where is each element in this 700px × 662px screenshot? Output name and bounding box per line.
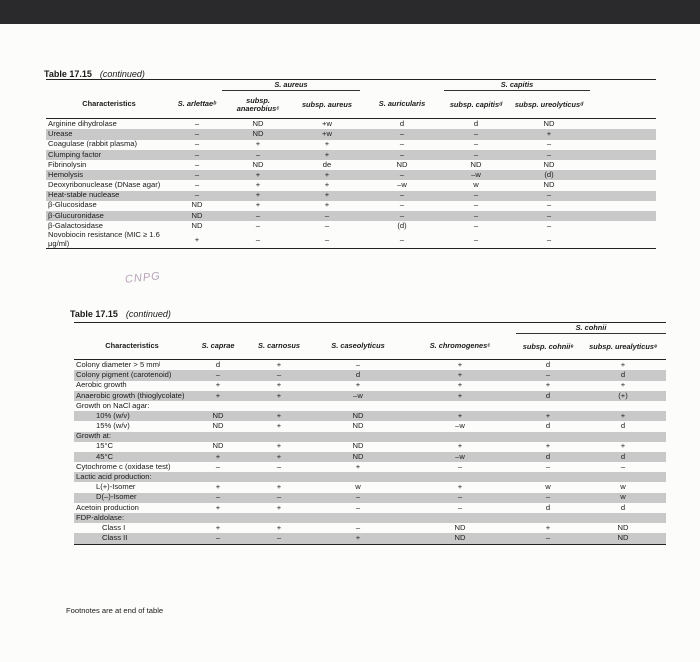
value-cell: – — [246, 533, 312, 544]
table-row — [74, 391, 666, 401]
value-cell: + — [457, 380, 463, 390]
col-header: S. auricularis — [360, 91, 444, 119]
value-cell: + — [215, 502, 221, 512]
value-cell: ND — [191, 200, 203, 210]
value-cell: – — [172, 129, 222, 139]
col-header: subsp. ureolyticusᵈ — [508, 91, 590, 119]
table-row — [46, 180, 656, 190]
table1-title — [44, 69, 145, 79]
col-header: subsp. cohniiᵉ — [516, 334, 580, 360]
characteristic-cell: Coagulase (rabbit plasma) — [48, 139, 138, 149]
value-cell: + — [276, 421, 282, 431]
value-cell: + — [215, 482, 221, 492]
value-cell: – — [360, 211, 444, 221]
value-cell: d — [545, 359, 551, 369]
value-cell — [516, 401, 580, 411]
table-row — [46, 231, 656, 249]
value-cell: –w — [455, 421, 465, 431]
characteristic-cell: Cytochrome c (oxidase test) — [76, 462, 171, 471]
characteristic-cell: 15% (w/v) — [96, 421, 130, 431]
value-cell: w — [620, 482, 626, 492]
value-cell: – — [457, 462, 463, 471]
value-cell: + — [255, 180, 261, 190]
characteristic-cell: β-Glucosidase — [48, 200, 97, 210]
value-cell: + — [222, 191, 294, 201]
table-row — [74, 513, 666, 523]
value-cell — [190, 472, 246, 482]
value-cell: – — [360, 231, 444, 249]
value-cell: – — [312, 493, 404, 503]
value-cell: + — [276, 523, 282, 532]
table2-title-continued: (continued) — [125, 309, 171, 319]
value-cell: d — [580, 452, 666, 462]
value-cell: (d) — [397, 221, 407, 230]
value-cell: – — [444, 231, 508, 249]
value-cell: ND — [312, 411, 404, 421]
table-row — [74, 523, 666, 533]
value-cell: d — [516, 391, 580, 401]
spacer-cell — [590, 140, 656, 150]
value-cell: + — [222, 170, 294, 180]
spacer-cell — [590, 180, 656, 190]
value-cell — [516, 513, 580, 523]
table-row — [46, 191, 656, 201]
value-cell: d — [399, 118, 405, 128]
table2-title-label: Table 17.15 — [70, 309, 118, 319]
value-cell: de — [322, 159, 332, 169]
value-cell: – — [355, 359, 361, 369]
value-cell: d — [312, 370, 404, 380]
value-cell: + — [404, 370, 516, 380]
value-cell: – — [172, 170, 222, 180]
value-cell: + — [255, 200, 261, 210]
table-row — [46, 170, 656, 180]
value-cell: + — [276, 482, 282, 492]
value-cell: ND — [312, 452, 404, 462]
value-cell: – — [444, 150, 508, 160]
value-cell: + — [355, 380, 361, 390]
value-cell: ND — [352, 441, 364, 451]
table-row — [46, 221, 656, 231]
value-cell: + — [545, 380, 551, 390]
value-cell: w — [473, 180, 479, 190]
value-cell: d — [620, 421, 626, 431]
value-cell: ND — [212, 441, 224, 451]
value-cell: – — [324, 221, 330, 230]
value-cell — [190, 432, 246, 442]
value-cell: ND — [172, 211, 222, 221]
characteristic-cell: Arginine dihydrolase — [48, 118, 117, 128]
value-cell: ND — [617, 523, 629, 532]
value-cell: – — [246, 493, 312, 503]
value-cell: + — [355, 462, 361, 471]
value-cell: – — [355, 523, 361, 532]
value-cell: – — [546, 139, 552, 149]
value-cell: – — [444, 211, 508, 221]
value-cell — [246, 513, 312, 523]
value-cell — [404, 401, 516, 411]
table-row — [74, 401, 666, 411]
value-cell: ND — [212, 421, 224, 431]
value-cell: + — [215, 523, 221, 532]
value-cell: – — [508, 231, 590, 249]
value-cell: – — [473, 200, 479, 210]
value-cell: ND — [543, 180, 555, 190]
value-cell: + — [457, 359, 463, 369]
value-cell: + — [324, 139, 330, 149]
value-cell: + — [190, 452, 246, 462]
table-row — [74, 533, 666, 544]
table-row — [74, 381, 666, 391]
table-row — [74, 503, 666, 513]
value-cell: – — [194, 118, 200, 128]
characteristic-cell: Colony pigment (carotenoid) — [74, 370, 190, 380]
col-header: S. carnosus — [246, 334, 312, 360]
table-row — [74, 432, 666, 442]
char-header: Characteristics — [74, 334, 190, 360]
table-row — [74, 370, 666, 380]
value-cell: ND — [396, 159, 408, 169]
value-cell: ND — [543, 159, 555, 169]
value-cell — [312, 472, 404, 482]
table-row — [74, 442, 666, 452]
value-cell: ND — [191, 221, 203, 230]
table-row — [46, 211, 656, 221]
value-cell: ND — [222, 129, 294, 139]
col-header: subsp. anaerobiusᶜ — [222, 91, 294, 119]
table-row — [46, 140, 656, 150]
value-cell: – — [404, 493, 516, 503]
characteristic-cell: Hemolysis — [46, 170, 172, 180]
table-row — [46, 150, 656, 160]
value-cell — [516, 472, 580, 482]
value-cell: + — [620, 359, 626, 369]
group-cohnii: S. cohnii — [516, 323, 666, 334]
value-cell: – — [222, 231, 294, 249]
value-cell: – — [473, 221, 479, 230]
value-cell — [246, 472, 312, 482]
value-cell: + — [580, 411, 666, 421]
value-cell: + — [190, 391, 246, 401]
value-cell: ND — [470, 159, 482, 169]
col-header: subsp. aureus — [294, 91, 360, 119]
value-cell: – — [294, 231, 360, 249]
table-row — [46, 160, 656, 170]
value-cell: – — [294, 211, 360, 221]
value-cell — [516, 432, 580, 442]
spacer-cell — [590, 129, 656, 139]
value-cell: – — [360, 170, 444, 180]
value-cell: ND — [543, 118, 555, 128]
value-cell: – — [276, 462, 282, 471]
value-cell — [312, 401, 404, 411]
value-cell: – — [508, 191, 590, 201]
characteristic-cell: Urease — [46, 129, 172, 139]
table-row — [46, 129, 656, 139]
value-cell — [190, 513, 246, 523]
value-cell: –w — [444, 170, 508, 180]
value-cell — [312, 432, 404, 442]
value-cell: + — [294, 170, 360, 180]
value-cell — [404, 432, 516, 442]
table-row — [74, 452, 666, 462]
spacer-cell — [590, 231, 656, 249]
table-row — [74, 482, 666, 492]
value-cell: + — [294, 191, 360, 201]
value-cell: + — [276, 502, 282, 512]
value-cell: d — [215, 359, 221, 369]
value-cell: + — [545, 441, 551, 451]
characteristic-cell: β-Glucuronidase — [46, 211, 172, 221]
characteristic-cell: Aerobic growth — [76, 380, 127, 390]
value-cell: + — [294, 150, 360, 160]
value-cell: – — [444, 129, 508, 139]
col-header: S. caprae — [190, 334, 246, 360]
value-cell: – — [194, 139, 200, 149]
characteristic-cell: 15°C — [96, 441, 113, 451]
value-cell: – — [516, 533, 580, 544]
characteristic-cell: Lactic acid production: — [74, 472, 190, 482]
characteristic-cell: β-Galactosidase — [48, 221, 104, 230]
characteristic-cell: Fibrinolysin — [48, 159, 87, 169]
value-cell: ND — [580, 533, 666, 544]
value-cell: – — [222, 150, 294, 160]
characteristic-cell: D(–)-Isomer — [74, 493, 190, 503]
table1 — [46, 79, 656, 249]
value-cell: +w — [322, 118, 332, 128]
table2 — [74, 322, 666, 545]
value-cell: – — [399, 200, 405, 210]
value-cell — [580, 432, 666, 442]
table1-title-label: Table 17.15 — [44, 69, 92, 79]
value-cell: + — [457, 441, 463, 451]
watermark-stamp: CNPG — [124, 270, 162, 286]
value-cell: –w — [397, 180, 407, 190]
value-cell: – — [360, 191, 444, 201]
table-row — [74, 360, 666, 371]
value-cell — [580, 472, 666, 482]
value-cell: w — [355, 482, 361, 492]
value-cell: – — [215, 462, 221, 471]
value-cell — [312, 513, 404, 523]
value-cell: – — [620, 462, 626, 471]
value-cell: – — [222, 211, 294, 221]
characteristic-cell: Class I — [102, 523, 126, 532]
value-cell: + — [246, 452, 312, 462]
table2-title — [70, 309, 171, 319]
table-row — [46, 119, 656, 130]
value-cell: + — [508, 129, 590, 139]
characteristic-cell: Heat-stable nuclease — [46, 191, 172, 201]
value-cell: – — [194, 159, 200, 169]
table-row — [74, 472, 666, 482]
value-cell: d — [516, 452, 580, 462]
value-cell: + — [246, 391, 312, 401]
value-cell: – — [190, 533, 246, 544]
value-cell: ND — [454, 523, 466, 532]
value-cell: – — [516, 370, 580, 380]
value-cell: + — [215, 380, 221, 390]
characteristic-cell: FDP-aldolase: — [74, 513, 190, 523]
top-bar — [0, 0, 700, 24]
value-cell: – — [444, 191, 508, 201]
value-cell: ND — [352, 421, 364, 431]
characteristic-cell: 45°C — [74, 452, 190, 462]
value-cell: ND — [190, 411, 246, 421]
value-cell: (d) — [508, 170, 590, 180]
group-capitis: S. capitis — [444, 80, 590, 91]
value-cell — [404, 472, 516, 482]
spacer-cell — [590, 119, 656, 130]
value-cell: ND — [252, 118, 264, 128]
value-cell: + — [246, 411, 312, 421]
value-cell: + — [172, 231, 222, 249]
col-header: subsp. capitisᵈ — [444, 91, 508, 119]
value-cell: ND — [252, 159, 264, 169]
footnote-note: Footnotes are at end of table — [66, 606, 164, 615]
value-cell: d — [545, 421, 551, 431]
spacer-cell — [590, 191, 656, 201]
spacer-cell — [590, 150, 656, 160]
value-cell: d — [473, 118, 479, 128]
value-cell: – — [194, 180, 200, 190]
col-header: S. chromogenesᶜ — [404, 334, 516, 360]
spacer-cell — [590, 160, 656, 170]
characteristic-cell: Acetoin production — [76, 502, 139, 512]
characteristic-cell: Anaerobic growth (thioglycolate) — [74, 391, 190, 401]
table-row — [74, 421, 666, 431]
value-cell: – — [545, 462, 551, 471]
value-cell — [246, 432, 312, 442]
value-cell: + — [620, 441, 626, 451]
table-row — [74, 462, 666, 472]
characteristic-cell: Deoxyribonuclease (DNase agar) — [48, 180, 161, 190]
value-cell: –w — [312, 391, 404, 401]
spacer-cell — [590, 170, 656, 180]
value-cell: – — [360, 150, 444, 160]
value-cell: – — [172, 150, 222, 160]
value-cell: – — [172, 191, 222, 201]
value-cell: + — [276, 359, 282, 369]
spacer-cell — [590, 211, 656, 221]
value-cell: –w — [404, 452, 516, 462]
value-cell: + — [312, 533, 404, 544]
value-cell: – — [360, 129, 444, 139]
value-cell: – — [508, 211, 590, 221]
value-cell: – — [546, 221, 552, 230]
col-header: subsp. urealyticusᵉ — [580, 334, 666, 360]
value-cell: + — [404, 391, 516, 401]
characteristic-cell: Colony diameter > 5 mmʲ — [76, 359, 161, 369]
characteristic-cell: Growth at: — [74, 432, 190, 442]
value-cell: + — [255, 139, 261, 149]
value-cell: + — [324, 200, 330, 210]
value-cell: – — [190, 370, 246, 380]
value-cell: +w — [294, 129, 360, 139]
value-cell — [580, 401, 666, 411]
value-cell: + — [276, 380, 282, 390]
table-row — [74, 411, 666, 421]
characteristic-cell: Growth on NaCl agar: — [76, 400, 150, 410]
characteristic-cell: Clumping factor — [46, 150, 172, 160]
value-cell: w — [545, 482, 551, 492]
group-aureus: S. aureus — [222, 80, 360, 91]
spacer-cell — [590, 221, 656, 231]
value-cell: – — [546, 200, 552, 210]
value-cell: + — [620, 380, 626, 390]
value-cell: – — [508, 150, 590, 160]
value-cell: ND — [404, 533, 516, 544]
value-cell: (+) — [580, 391, 666, 401]
col-header: S. caseolyticus — [312, 334, 404, 360]
table1-title-continued: (continued) — [99, 69, 145, 79]
value-cell — [246, 401, 312, 411]
value-cell: + — [404, 411, 516, 421]
value-cell: d — [620, 502, 626, 512]
value-cell: w — [580, 493, 666, 503]
value-cell: + — [545, 523, 551, 532]
value-cell: d — [545, 502, 551, 512]
value-cell: – — [457, 502, 463, 512]
value-cell: + — [516, 411, 580, 421]
characteristic-cell: L(+)-Isomer — [96, 482, 136, 492]
value-cell: + — [276, 441, 282, 451]
value-cell: + — [457, 482, 463, 492]
value-cell: – — [355, 502, 361, 512]
table-row — [46, 201, 656, 211]
spacer-cell — [590, 201, 656, 211]
value-cell: – — [190, 493, 246, 503]
table-row — [74, 493, 666, 503]
value-cell — [580, 513, 666, 523]
value-cell — [190, 401, 246, 411]
characteristic-cell: 10% (w/v) — [74, 411, 190, 421]
value-cell: – — [246, 370, 312, 380]
characteristic-cell: Novobiocin resistance (MIC ≥ 1.6 μg/ml) — [46, 231, 172, 249]
value-cell: – — [399, 139, 405, 149]
value-cell: – — [255, 221, 261, 230]
value-cell: – — [473, 139, 479, 149]
value-cell: – — [516, 493, 580, 503]
value-cell: d — [580, 370, 666, 380]
value-cell: + — [324, 180, 330, 190]
characteristic-cell: Class II — [74, 533, 190, 544]
col-header: S. arlettaeᵇ — [172, 91, 222, 119]
char-header: Characteristics — [46, 91, 172, 119]
value-cell — [404, 513, 516, 523]
